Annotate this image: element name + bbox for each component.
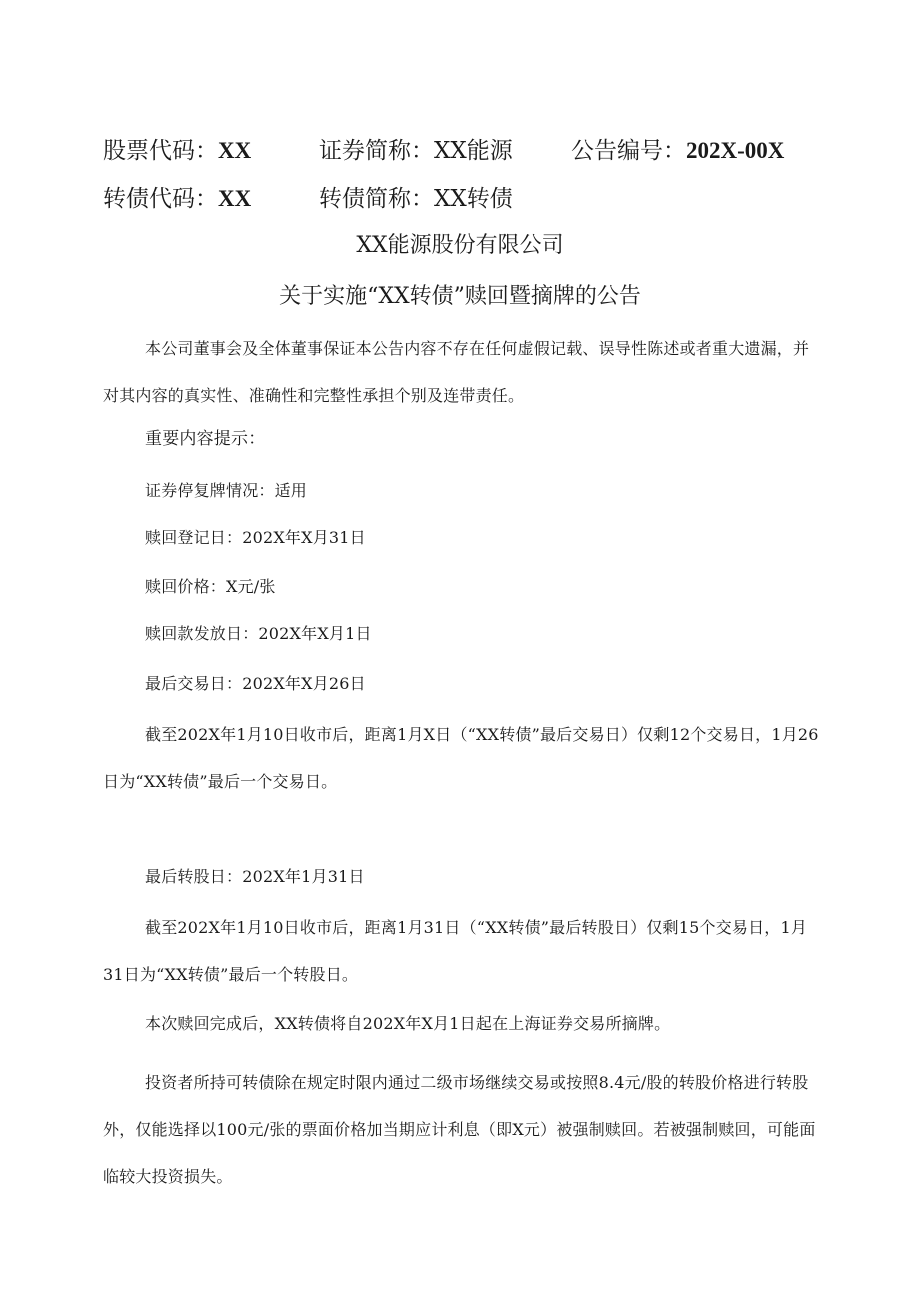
notice-no-label: 公告编号： <box>571 138 686 164</box>
bond-code-field <box>103 182 251 216</box>
trading-notice: 截至202X年1月10日收市后，距离1月X日（“XX转债”最后交易日）仅剩12个交易日，1月26日为“XX转债”最后一个交易日。 <box>103 725 819 791</box>
investor-notice: 投资者所持可转债除在规定时限内通过二级市场继续交易或按照8.4元/股的转股价格进行转股外，仅能选择以100元/张的票面价格加当期应计利息（即X元）被强制赎回。若被强制赎回，可能面临较大投资损失。 <box>103 1073 816 1186</box>
board-statement: 本公司董事会及全体董事保证本公告内容不存在任何虚假记载、误导性陈述或者重大遗漏，并对其内容的真实性、准确性和完整性承担个别及连带责任。 <box>103 339 810 405</box>
security-abbr-value: XX能源 <box>434 138 513 164</box>
stock-code-field <box>103 134 251 168</box>
suspension-status: 证券停复牌情况：适用 <box>145 481 308 500</box>
header-row-bond <box>103 182 823 216</box>
bond-code-label: 转债代码： <box>103 186 218 212</box>
record-date: 赎回登记日：202X年X月31日 <box>145 528 366 547</box>
security-abbr-field <box>319 134 513 168</box>
conversion-notice: 截至202X年1月10日收市后，距离1月31日（“XX转债”最后转股日）仅剩15个交易日，1月31日为“XX转债”最后一个转股日。 <box>103 918 808 984</box>
stock-code-value: XX <box>218 138 252 163</box>
notice-no-value: 202X-00X <box>686 138 785 163</box>
security-abbr-label: 证券简称： <box>319 138 434 164</box>
payment-date: 赎回款发放日：202X年X月1日 <box>145 624 372 643</box>
bond-code-value: XX <box>218 186 252 211</box>
bond-abbr-value: XX转债 <box>434 186 513 212</box>
header-row-stock <box>103 134 823 168</box>
delisting-notice: 本次赎回完成后，XX转债将自202X年X月1日起在上海证券交易所摘牌。 <box>145 1014 671 1033</box>
bond-abbr-field <box>319 182 513 216</box>
notice-no-field <box>571 134 784 168</box>
redemption-price: 赎回价格：X元/张 <box>145 577 276 596</box>
last-trading-date: 最后交易日：202X年X月26日 <box>145 674 366 693</box>
stock-code-label: 股票代码： <box>103 138 218 164</box>
last-conversion-date: 最后转股日：202X年1月31日 <box>145 867 365 886</box>
announcement-title: 关于实施“XX转债”赎回暨摘牌的公告 <box>279 284 641 309</box>
bond-abbr-label: 转债简称： <box>319 186 434 212</box>
company-name: XX能源股份有限公司 <box>356 233 564 258</box>
key-tips-heading: 重要内容提示： <box>145 429 266 449</box>
